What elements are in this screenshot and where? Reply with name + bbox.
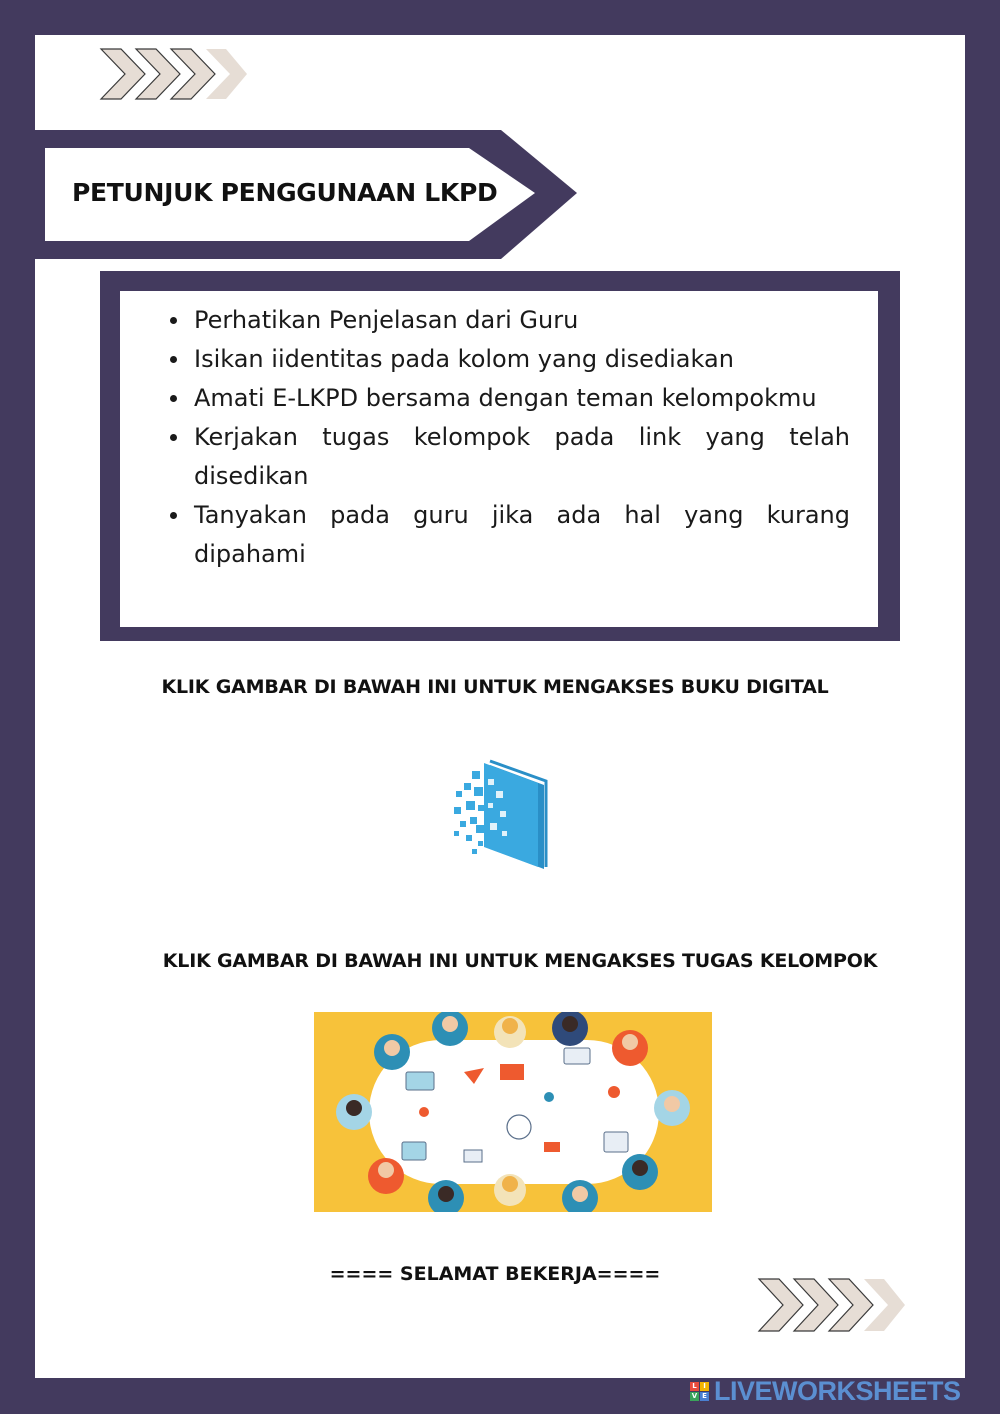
chevron-decoration-top [99, 45, 249, 103]
page-title: PETUNJUK PENGGUNAAN LKPD [72, 178, 498, 207]
chevron-decoration-bottom [757, 1275, 907, 1335]
liveworksheets-logo-icon: L I V E [690, 1382, 709, 1401]
group-task-heading: KLIK GAMBAR DI BAWAH INI UNTUK MENGAKSES TUGAS KELOMPOK [162, 950, 878, 972]
instructions-panel [120, 291, 878, 627]
instruction-item: Kerjakan tugas kelompok pada link yang telah disedikan [194, 418, 850, 496]
instruction-item: Isikan iidentitas pada kolom yang disediakan [194, 340, 850, 379]
liveworksheets-watermark [690, 1376, 961, 1406]
team-meeting-image[interactable] [314, 1012, 712, 1212]
instruction-item: Perhatikan Penjelasan dari Guru [194, 301, 850, 340]
instruction-item: Tanyakan pada guru jika ada hal yang kurang dipahami [194, 496, 850, 574]
watermark-text: LIVEWORKSHEETS [714, 1375, 961, 1406]
instructions-list [120, 291, 878, 574]
digital-book-icon[interactable] [452, 757, 552, 877]
worksheet-page [35, 35, 965, 1378]
instructions-box [100, 271, 900, 641]
instruction-item: Amati E-LKPD bersama dengan teman kelompokmu [194, 379, 850, 418]
digital-book-heading: KLIK GAMBAR DI BAWAH INI UNTUK MENGAKSES BUKU DIGITAL [161, 676, 829, 698]
closing-message: ==== SELAMAT BEKERJA==== [329, 1263, 661, 1285]
